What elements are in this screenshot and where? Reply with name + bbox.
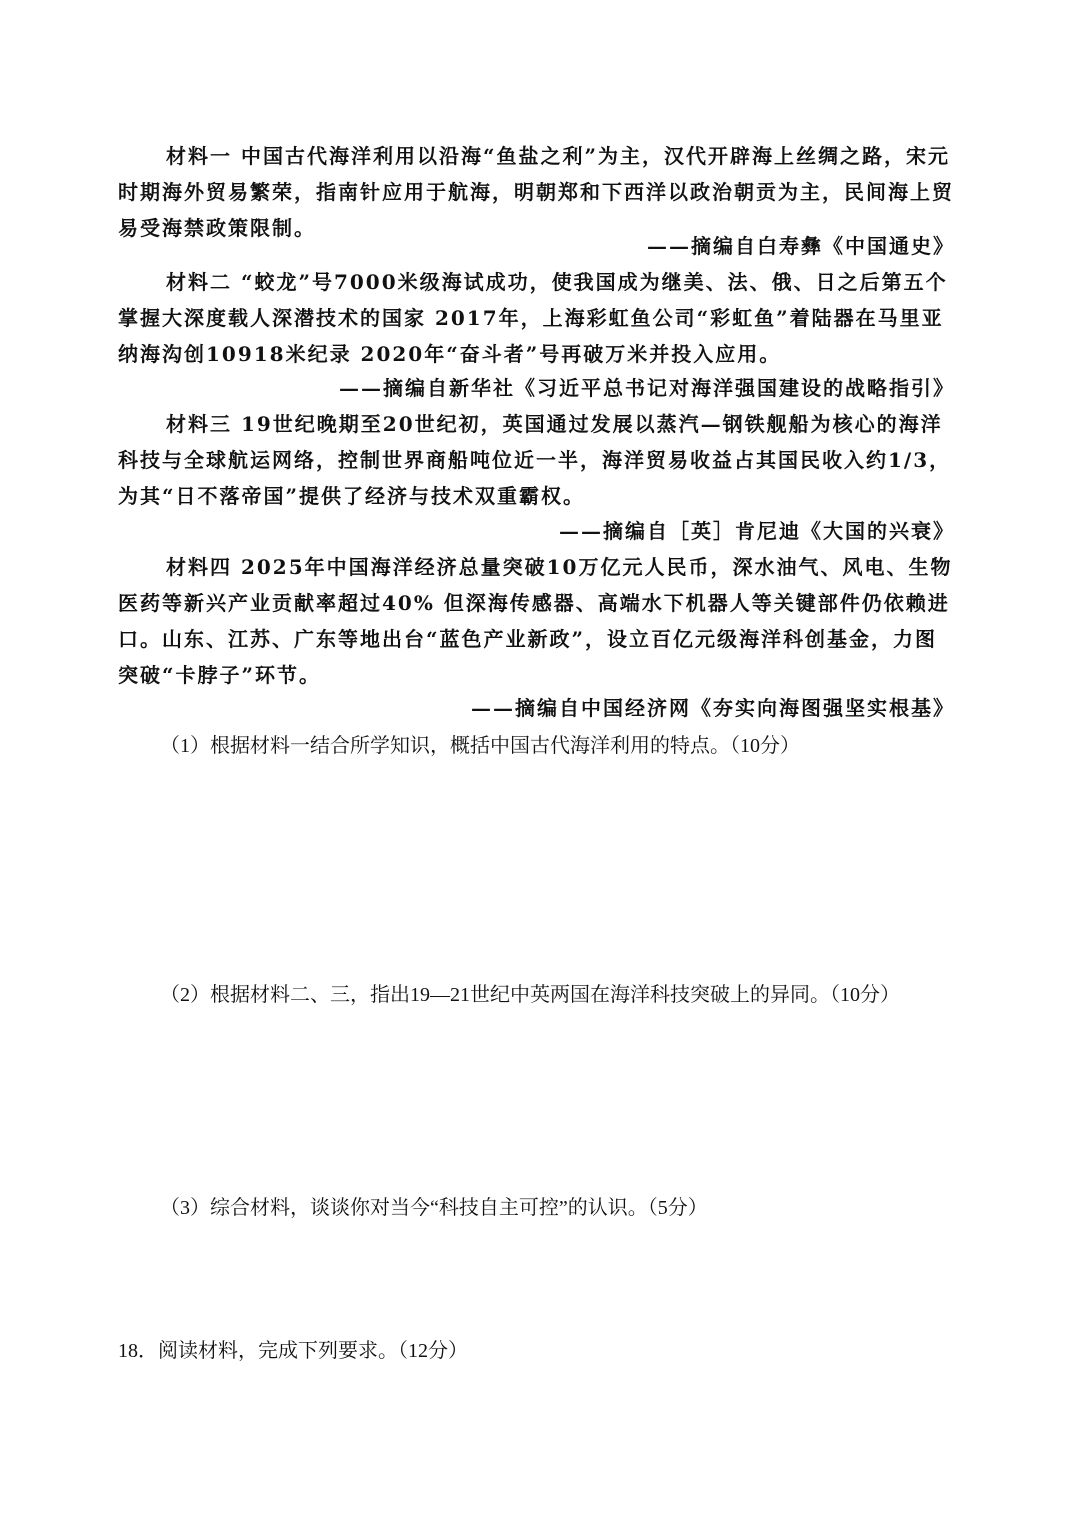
question-3: （3）综合材料，谈谈你对当今“科技自主可控”的认识。（5分）	[160, 1197, 708, 1219]
question-18-heading: 18．阅读材料，完成下列要求。（12分）	[118, 1340, 468, 1362]
material-two-text: 材料二 “蛟龙”号7000米级海试成功，使我国成为继美、法、俄、日之后第五个掌握大深度载人深潜技术的国家 2017年，上海彩虹鱼公司“彩虹鱼”着陆器在马里亚纳海沟创10918米纪录 2020年“奋斗者”号再破万米并投入应用。	[118, 270, 948, 366]
material-three-text: 材料三 19世纪晚期至20世纪初，英国通过发展以蒸汽—钢铁舰船为核心的海洋科技与全球航运网络，控制世界商船吨位近一半，海洋贸易收益占其国民收入约1/3，为其“日不落帝国”提供了经济与技术双重霸权。	[118, 412, 952, 508]
material-four-text: 材料四 2025年中国海洋经济总量突破10万亿元人民币，深水油气、风电、生物医药等新兴产业贡献率超过40% 但深海传感器、高端水下机器人等关键部件仍依赖进口。山东、江苏、广东等地出台“蓝色产业新政”，设立百亿元级海洋科创基金，力图突破“卡脖子”环节。	[118, 555, 953, 687]
material-two-source: ——摘编自新华社《习近平总书记对海洋强国建设的战略指引》	[339, 376, 955, 400]
material-one-text: 材料一 中国古代海洋利用以沿海“鱼盐之利”为主，汉代开辟海上丝绸之路，宋元时期海外贸易繁荣，指南针应用于航海，明朝郑和下西洋以政治朝贡为主，民间海上贸易受海禁政策限制。	[118, 144, 954, 240]
question-1: （1）根据材料一结合所学知识，概括中国古代海洋利用的特点。（10分）	[160, 735, 800, 757]
material-one-source: ——摘编自白寿彝《中国通史》	[647, 234, 955, 258]
material-four-source: ——摘编自中国经济网《夯实向海图强坚实根基》	[471, 696, 955, 720]
material-three-source: ——摘编自［英］肯尼迪《大国的兴衰》	[559, 519, 955, 543]
question-2: （2）根据材料二、三，指出19—21世纪中英两国在海洋科技突破上的异同。（10分）	[160, 984, 900, 1006]
